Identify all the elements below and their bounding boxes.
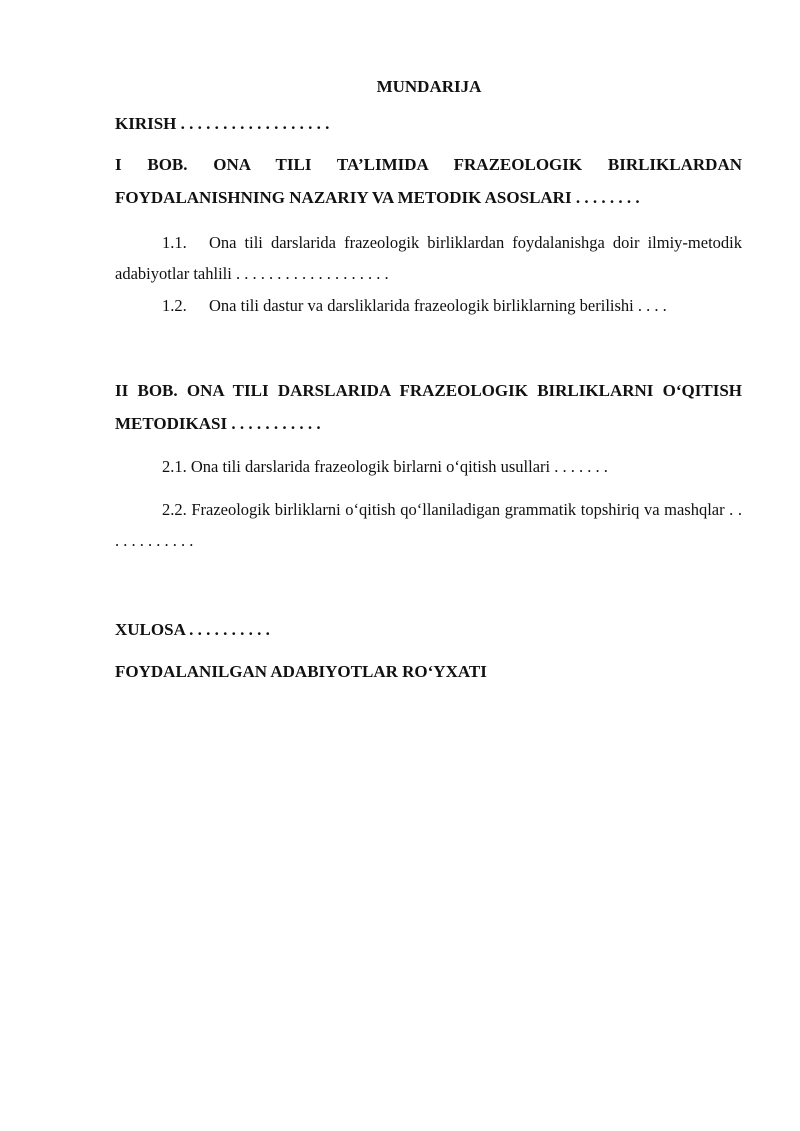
section-number: 1.2. — [162, 296, 187, 315]
toc-section-1-1 — [115, 227, 742, 289]
toc-section-2-1 — [115, 456, 742, 478]
toc-entry-xulosa: XULOSA . . . . . . . . . . — [115, 620, 270, 639]
toc-chapter-1: I BOB. ONA TILI TA’LIMIDA FRAZEOLOGIK BIRLIKLARDAN FOYDALANISHNING NAZARIY VA METODIK ASOSLARI . . . . . . . . — [115, 155, 742, 207]
section-text: Ona tili darslarida frazeologik birliklardan foydalanishga doir ilmiy-metodik adabiyotlar tahlili . . . . . . . . . . . . . . . . . . . — [115, 233, 742, 283]
page-title: MUNDARIJA — [376, 77, 482, 96]
toc-section-1-2 — [115, 295, 742, 317]
section-text: Ona tili dastur va darsliklarida frazeologik birliklarning berilishi . . . . — [209, 296, 667, 315]
toc-entry-bibliography: FOYDALANILGAN ADABIYOTLAR RO‘YXATI — [115, 662, 487, 681]
toc-entry-kirish: KIRISH . . . . . . . . . . . . . . . . . . — [115, 114, 330, 133]
section-text: 2.2. Frazeologik birliklarni o‘qitish qo‘llaniladigan grammatik topshiriq va mashqlar . . . . . . . . . . . . — [115, 500, 742, 550]
toc-chapter-2: II BOB. ONA TILI DARSLARIDA FRAZEOLOGIK BIRLIKLARNI O‘QITISH METODIKASI . . . . . . . . . . . — [115, 381, 742, 433]
section-number: 1.1. — [162, 233, 187, 252]
section-text: 2.1. Ona tili darslarida frazeologik birlarni o‘qitish usullari . . . . . . . — [162, 457, 608, 476]
toc-section-2-2 — [115, 494, 742, 556]
